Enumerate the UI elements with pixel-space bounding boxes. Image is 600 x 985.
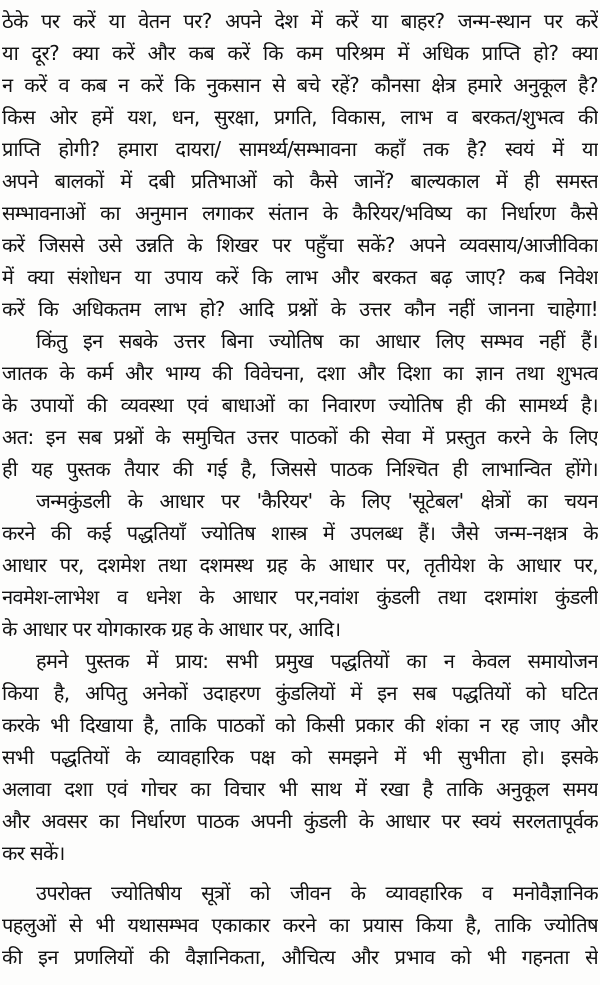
text-line: नवमेश-लाभेश व धनेश के आधार पर,नवांश कुंडली तथा दशमांश कुंडली: [2, 585, 598, 609]
text-line: के आधार पर योगकारक ग्रह के आधार पर, आदि।: [2, 617, 341, 641]
text-line: अपने बालकों में दबी प्रतिभाओं को कैसे जानें? बाल्यकाल में ही समस्त: [2, 169, 598, 193]
text-line: करने की कई पद्धतियाँ ज्योतिष शास्त्र में उपलब्ध हैं। जैसे जन्म-नक्षत्र के: [2, 521, 598, 545]
text-line: कर सकें।: [2, 841, 65, 865]
text-line: जातक के कर्म और भाग्य की विवेचना, दशा और दिशा का ज्ञान तथा शुभत्व: [2, 361, 598, 385]
text-line: की इन प्रणलियों की वैज्ञानिकता, औचित्य और प्रभाव को भी गहनता से: [2, 945, 598, 969]
text-line: के उपायों की व्यवस्था एवं बाधाओं का निवारण ज्योतिष ही की सामर्थ्य है।: [2, 393, 598, 417]
text-line: सभी पद्धतियों के व्यावहारिक पक्ष को समझने में भी सुभीता हो। इसके: [2, 745, 598, 769]
text-line: अत: इन सब प्रश्नों के समुचित उत्तर पाठकों की सेवा में प्रस्तुत करने के लिए: [2, 425, 598, 449]
text-line: किंतु इन सबके उत्तर बिना ज्योतिष का आधार लिए सम्भव नहीं हैं।: [36, 329, 598, 353]
text-line: करें जिससे उसे उन्नति के शिखर पर पहुँचा सकें? अपने व्यवसाय/आजीविका: [2, 233, 598, 257]
text-line: पहलुओं से भी यथासम्भव एकाकार करने का प्रयास किया है, ताकि ज्योतिष: [2, 913, 598, 937]
text-line: न करें व कब न करें कि नुकसान से बचे रहें? कौनसा क्षेत्र हमारे अनुकूल है?: [2, 73, 598, 97]
text-line: ठेके पर करें या वेतन पर? अपने देश में करें या बाहर? जन्म-स्थान पर करें: [2, 9, 598, 33]
text-line: हमने पुस्तक में प्राय: सभी प्रमुख पद्धतियों का न केवल समायोजन: [36, 649, 598, 673]
text-line: जन्मकुंडली के आधार पर 'कैरियर' के लिए 'सूटेबल' क्षेत्रों का चयन: [36, 489, 598, 513]
text-line: किया है, अपितु अनेकों उदाहरण कुंडलियों में इन सब पद्धतियों को घटित: [2, 681, 598, 705]
text-line: या दूर? क्या करें और कब करें कि कम परिश्रम में अधिक प्राप्ति हो? क्या: [2, 41, 598, 65]
text-line: अलावा दशा एवं गोचर का विचार भी साथ में रखा है ताकि अनुकूल समय: [2, 777, 598, 801]
text-line: प्राप्ति होगी? हमारा दायरा/ सामर्थ्य/सम्भावना कहाँ तक है? स्वयं में या: [2, 137, 598, 161]
text-line: में क्या संशोधन या उपाय करें कि लाभ और बरकत बढ़ जाए? कब निवेश: [2, 265, 598, 289]
text-line: आधार पर, दशमेश तथा दशमस्थ ग्रह के आधार पर, तृतीयेश के आधार पर,: [2, 553, 598, 577]
text-line: उपरोक्त ज्योतिषीय सूत्रों को जीवन के व्यावहारिक व मनोवैज्ञानिक: [36, 881, 598, 905]
text-line: किस ओर हमें यश, धन, सुरक्षा, प्रगति, विकास, लाभ व बरकत/शुभत्व की: [2, 105, 598, 129]
text-line: करें कि अधिकतम लाभ हो? आदि प्रश्नों के उत्तर कौन नहीं जानना चाहेगा!: [2, 297, 598, 321]
text-line: सम्भावनाओं का अनुमान लगाकर संतान के कैरियर/भविष्य का निर्धारण कैसे: [2, 201, 598, 225]
text-line: और अवसर का निर्धारण पाठक अपनी कुंडली के आधार पर स्वयं सरलतापूर्वक: [2, 809, 598, 833]
text-line: करके भी दिखाया है, ताकि पाठकों को किसी प्रकार की शंका न रह जाए और: [2, 713, 598, 737]
text-line: ही यह पुस्तक तैयार की गई है, जिससे पाठक निश्चित ही लाभान्वित होंगे।: [2, 457, 598, 481]
